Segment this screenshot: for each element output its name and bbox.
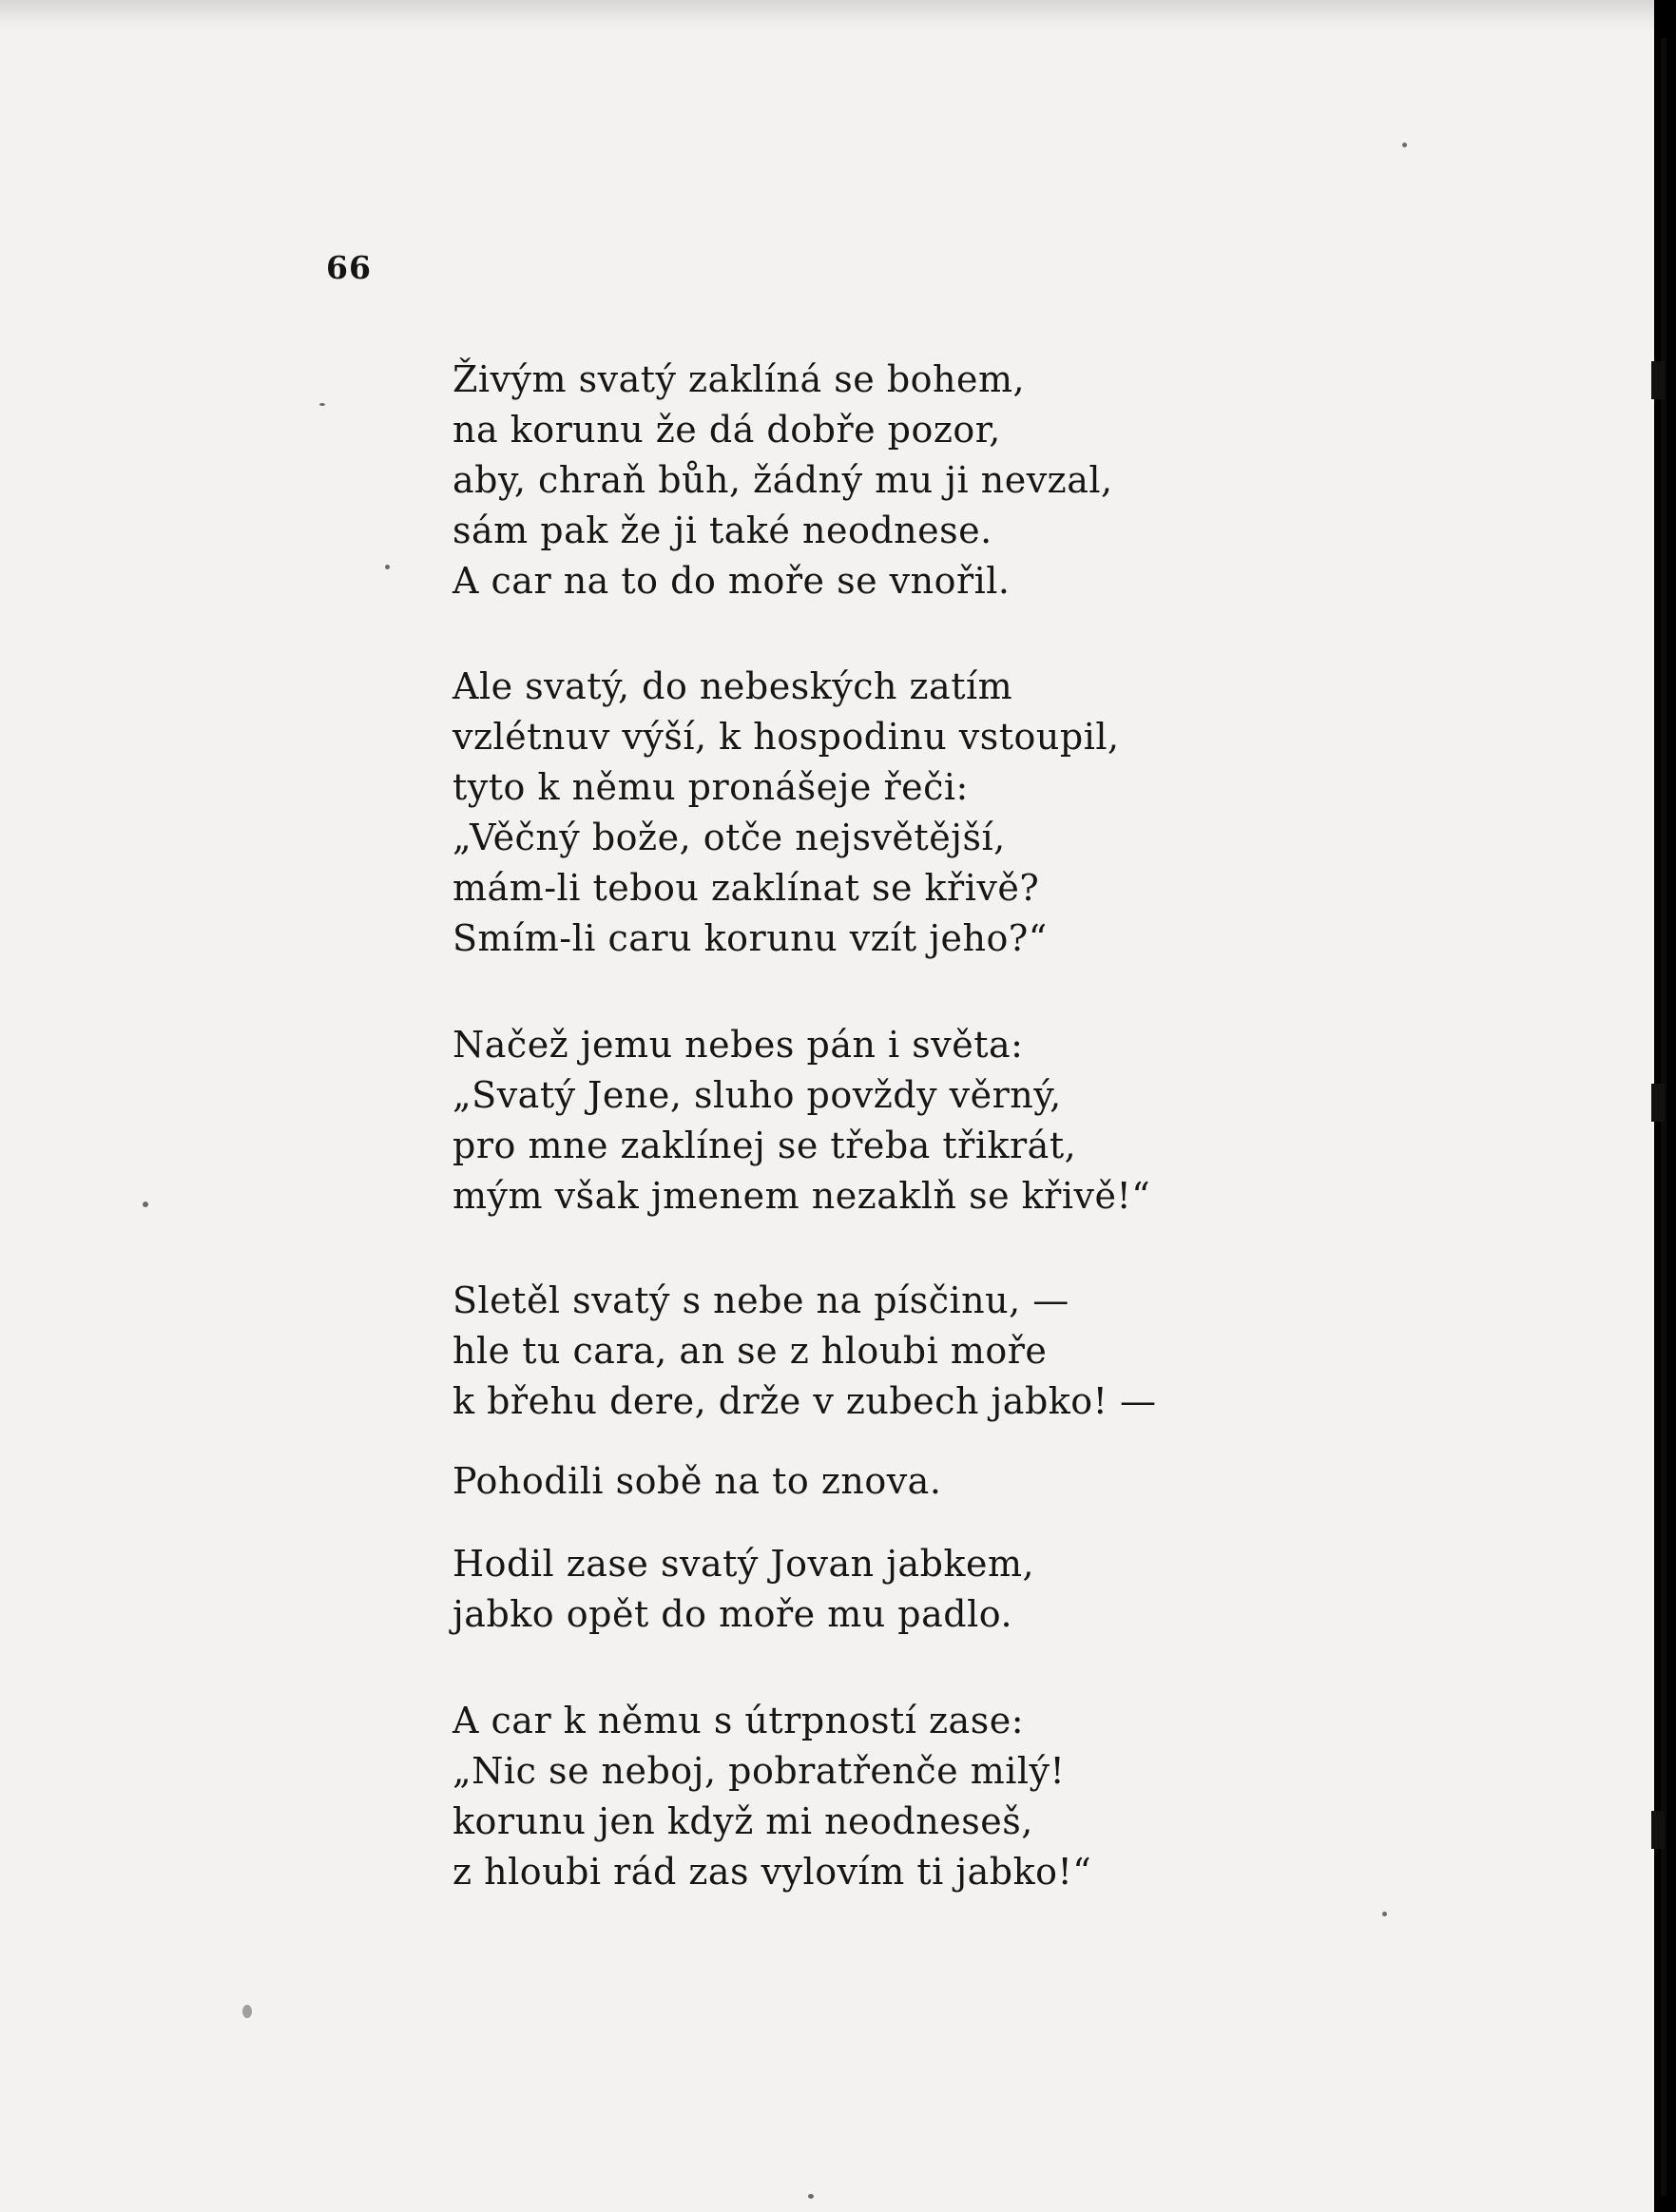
poem-line: Načež jemu nebes pán i světa: [453,1024,1024,1066]
scan-speck [242,2005,252,2018]
poem-line: aby, chraň bůh, žádný mu ji nevzal, [453,459,1113,501]
poem-line: Pohodili sobě na to znova. [453,1460,942,1502]
poem-line: Hodil zase svatý Jovan jabkem, [453,1543,1035,1585]
page-edge-mark [1651,1811,1665,1849]
page-number: 66 [326,249,372,286]
poem-line: A car k němu s útrpností zase: [453,1700,1024,1741]
poem-line: korunu jen když mi neodneseš, [453,1800,1033,1842]
scan-speck [319,403,325,406]
poem-line: z hloubi rád zas vylovím ti jabko!“ [453,1851,1092,1893]
poem-line: pro mne zaklínej se třeba třikrát, [453,1125,1077,1166]
poem-line: hle tu cara, an se z hloubi moře [453,1330,1048,1372]
poem-line: Živým svatý zaklíná se bohem, [453,358,1026,400]
poem-line: Sletěl svatý s nebe na písčinu, — [453,1279,1069,1321]
scan-speck [143,1202,148,1207]
poem-line: k břehu dere, drže v zubech jabko! — [453,1380,1157,1422]
poem-line: sám pak že ji také neodnese. [453,510,992,551]
poem-line: „Nic se neboj, pobratřenče milý! [453,1750,1066,1792]
poem-line: tyto k němu pronášeje řeči: [453,766,969,808]
poem-line: mám-li tebou zaklínat se křivě? [453,867,1040,909]
scan-speck [385,565,390,569]
scan-speck [1402,143,1407,147]
poem-line: vzlétnuv výší, k hospodinu vstoupil, [453,716,1120,758]
poem-line: „Věčný bože, otče nejsvětější, [453,817,1006,858]
poem-line: Smím-li caru korunu vzít jeho?“ [453,917,1048,959]
scan-speck [1382,1912,1387,1916]
poem-line: Ale svatý, do nebeských zatím [453,665,1013,707]
poem-line: na korunu že dá dobře pozor, [453,409,1001,451]
poem-line: A car na to do moře se vnořil. [453,560,1011,602]
poem-line: „Svatý Jene, sluho povždy věrný, [453,1074,1062,1116]
page-edge-mark [1651,361,1665,399]
poem-line: jabko opět do moře mu padlo. [453,1593,1013,1635]
page-edge-mark [1651,1084,1665,1122]
scan-speck [808,2194,814,2199]
poem-line: mým však jmenem nezaklň se křivě!“ [453,1175,1151,1217]
